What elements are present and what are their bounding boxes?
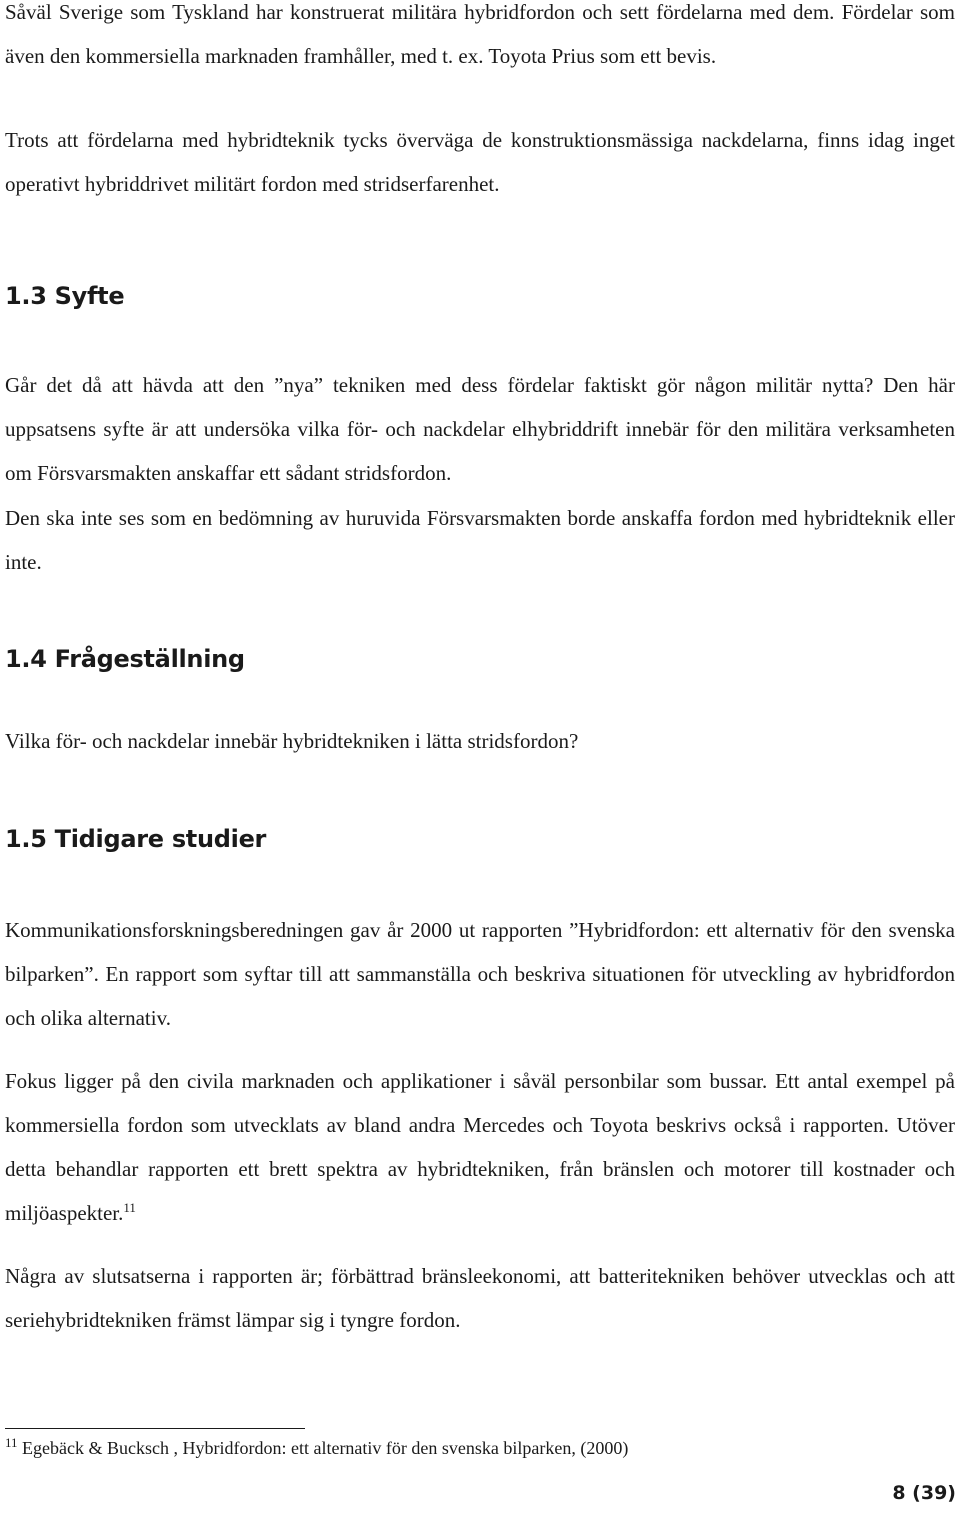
fragestallning-paragraph: Vilka för- och nackdelar innebär hybridtekniken i lätta stridsfordon? <box>5 729 579 753</box>
footnote-number: 11 <box>5 1435 18 1450</box>
footnote-reference: 11 <box>123 1200 136 1215</box>
syfte-paragraph-2: Den ska inte ses som en bedömning av huruvida Försvarsmakten borde anskaffa fordon med hybridteknik eller inte. <box>5 506 955 574</box>
studier-paragraph-2-text: Fokus ligger på den civila marknaden och applikationer i såväl personbilar som bussar. Ett antal exempel på kommersiella fordon som utvecklats av bland andra Mercedes och Toyota beskrivs också i rapporten. Utöver detta behandlar rapporten ett brett spektra av hybridtekniken, från bränslen och motorer till kostnader och miljöaspekter. <box>5 1069 955 1225</box>
footnote <box>5 1434 945 1462</box>
heading-syfte: 1.3 Syfte <box>5 282 125 310</box>
syfte-paragraph-1: Går det då att hävda att den ”nya” tekniken med dess fördelar faktiskt gör någon militär nytta? Den här uppsatsens syfte är att undersöka vilka för- och nackdelar elhybriddrift innebär för den militära verksamheten om Försvarsmakten anskaffar ett sådant stridsfordon. <box>5 373 955 485</box>
heading-fragestallning: 1.4 Frågeställning <box>5 645 245 673</box>
studier-paragraph-2 <box>5 1059 955 1235</box>
intro-paragraph-2: Trots att fördelarna med hybridteknik tycks överväga de konstruktionsmässiga nackdelarna, finns idag inget operativt hybriddrivet militärt fordon med stridserfarenhet. <box>5 128 955 196</box>
studier-paragraph-3: Några av slutsatserna i rapporten är; förbättrad bränsleekonomi, att batteritekniken behöver utvecklas och att seriehybridtekniken främst lämpar sig i tyngre fordon. <box>5 1264 955 1332</box>
studier-paragraph-1: Kommunikationsforskningsberedningen gav år 2000 ut rapporten ”Hybridfordon: ett alternativ för den svenska bilparken”. En rapport som syftar till att sammanställa och beskriva situationen för utveckling av hybridfordon och olika alternativ. <box>5 918 955 1030</box>
heading-tidigare-studier: 1.5 Tidigare studier <box>5 825 267 853</box>
intro-paragraph-1: Såväl Sverige som Tyskland har konstruerat militära hybridfordon och sett fördelarna med dem. Fördelar som även den kommersiella marknaden framhåller, med t. ex. Toyota Prius som ett bevis. <box>5 0 955 68</box>
page-number: 8 (39) <box>892 1482 956 1504</box>
footnote-text: Egebäck & Bucksch , Hybridfordon: ett alternativ för den svenska bilparken, (2000) <box>17 1438 629 1458</box>
footnote-separator <box>5 1428 305 1429</box>
